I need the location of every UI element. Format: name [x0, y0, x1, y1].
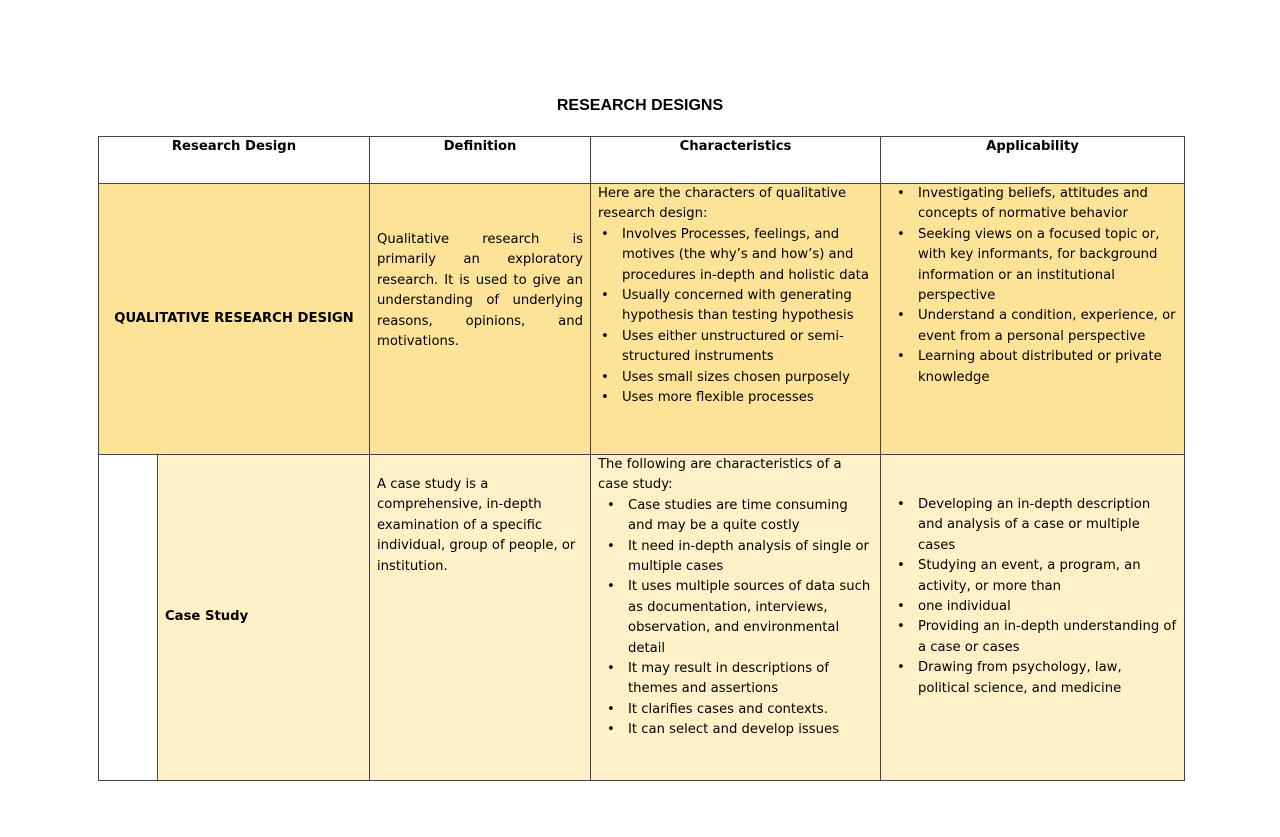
- qualitative-applicability-list: [888, 184, 1177, 388]
- qualitative-row: [99, 184, 1185, 455]
- list-item: • Usually concerned with generating hypothesis than testing hypothesis: [598, 286, 873, 327]
- list-item: • Providing an in-depth understanding of a case or cases: [888, 617, 1177, 658]
- list-item: • It can select and develop issues: [598, 720, 873, 740]
- list-item: • Understand a condition, experience, or event from a personal perspective: [888, 306, 1177, 347]
- header-research-design: Research Design: [99, 137, 370, 184]
- list-item: • Case studies are time consuming and may be a quite costly: [598, 496, 873, 537]
- list-item: • Investigating beliefs, attitudes and concepts of normative behavior: [888, 184, 1177, 225]
- list-item: • one individual: [888, 597, 1177, 617]
- case-study-applicability-cell: [881, 455, 1185, 781]
- qualitative-characteristics-cell: [591, 184, 881, 455]
- list-item: • It need in-depth analysis of single or multiple cases: [598, 537, 873, 578]
- case-study-characteristics-intro: The following are characteristics of a case study:: [598, 457, 842, 493]
- qualitative-definition: Qualitative research is primarily an exploratory research. It is used to give an understanding of underlying reasons, opinions, and motivations.: [370, 184, 591, 455]
- header-row: [99, 137, 1185, 184]
- case-study-applicability-list: [888, 495, 1177, 699]
- qualitative-characteristics-intro: Here are the characters of qualitative research design:: [598, 186, 847, 222]
- list-item: • Involves Processes, feelings, and motives (the why’s and how’s) and procedures in-depth and holistic data: [598, 225, 873, 286]
- case-study-characteristics-cell: [591, 455, 881, 781]
- indent-spacer-cell: [99, 455, 158, 781]
- qualitative-characteristics-list: [598, 225, 873, 409]
- list-item: • Uses more flexible processes: [598, 388, 873, 408]
- list-item: • Uses either unstructured or semi-structured instruments: [598, 327, 873, 368]
- list-item: • It clarifies cases and contexts.: [598, 700, 873, 720]
- list-item: • Learning about distributed or private knowledge: [888, 347, 1177, 388]
- document-title: RESEARCH DESIGNS: [556, 97, 724, 114]
- header-definition: Definition: [370, 137, 591, 184]
- list-item: • It may result in descriptions of themes and assertions: [598, 659, 873, 700]
- qualitative-applicability-cell: [881, 184, 1185, 455]
- list-item: • Developing an in-depth description and analysis of a case or multiple cases: [888, 495, 1177, 556]
- list-item: • Uses small sizes chosen purposely: [598, 368, 873, 388]
- case-study-row: [99, 455, 1185, 781]
- list-item: • Drawing from psychology, law, political science, and medicine: [888, 658, 1177, 699]
- header-characteristics: Characteristics: [591, 137, 881, 184]
- case-study-definition: A case study is a comprehensive, in-depth examination of a specific individual, group of people, or institution.: [370, 455, 591, 781]
- list-item: • It uses multiple sources of data such as documentation, interviews, observation, and environmental detail: [598, 577, 873, 659]
- case-study-label: Case Study: [158, 455, 370, 781]
- research-designs-table: [98, 136, 1185, 781]
- header-applicability: Applicability: [881, 137, 1185, 184]
- case-study-characteristics-list: [598, 496, 873, 741]
- list-item: • Studying an event, a program, an activity, or more than: [888, 556, 1177, 597]
- list-item: • Seeking views on a focused topic or, with key informants, for background information or an institutional perspective: [888, 225, 1177, 307]
- qualitative-label: QUALITATIVE RESEARCH DESIGN: [99, 184, 370, 455]
